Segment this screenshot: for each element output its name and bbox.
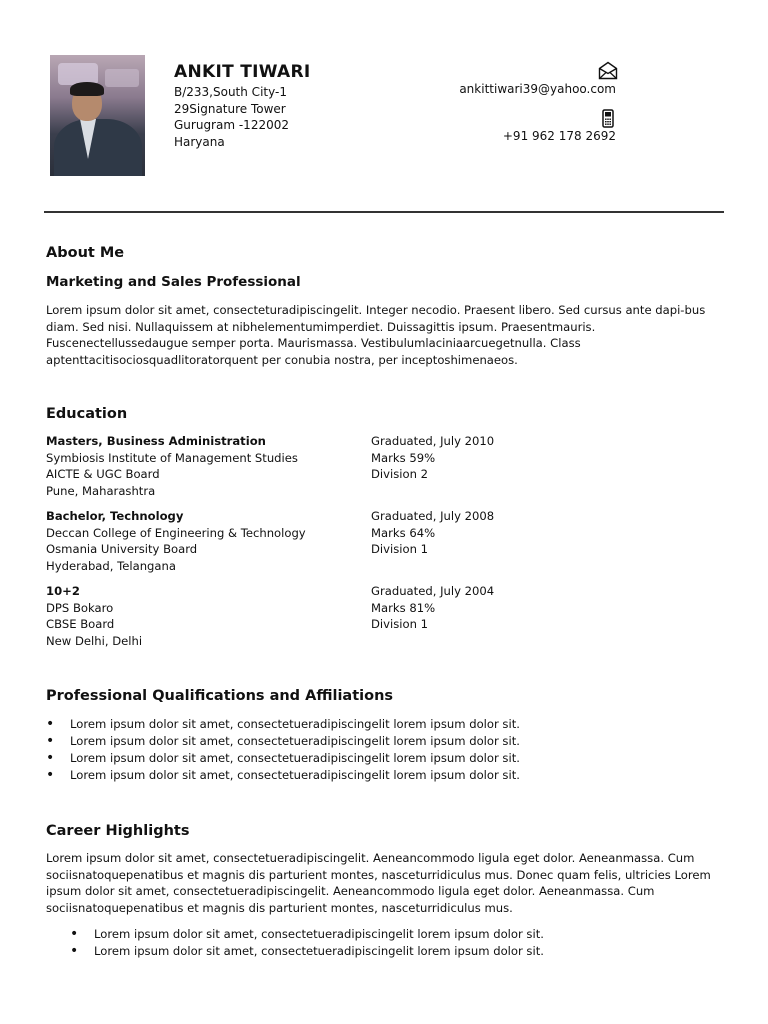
institute: Deccan College of Engineering & Technology	[46, 525, 306, 540]
paragraph-line: ipsum dolor sit amet, consectetueradipiscingelit. Aeneancommodo ligula eget dolor. Aeneanmassa. Cum	[46, 884, 655, 898]
degree: 10+2	[46, 584, 80, 598]
address-line: 29Signature Tower	[174, 101, 286, 116]
career-highlights-list	[70, 926, 544, 960]
list-item: • Lorem ipsum dolor sit amet, consectetueradipiscingelit lorem ipsum dolor sit.	[46, 716, 520, 733]
degree: Masters, Business Administration	[46, 434, 266, 448]
phone-number[interactable]: +91 962 178 2692	[502, 129, 616, 143]
header-divider	[44, 211, 724, 213]
list-item: • Lorem ipsum dolor sit amet, consectetueradipiscingelit lorem ipsum dolor sit.	[46, 733, 520, 750]
marks: Marks 59%	[371, 450, 436, 465]
email-address[interactable]: ankittiwari39@yahoo.com	[459, 82, 616, 96]
graduation-date: Graduated, July 2004	[371, 584, 495, 598]
address-line: Gurugram -122002	[174, 118, 289, 132]
address-block	[174, 84, 289, 150]
board: CBSE Board	[46, 617, 115, 631]
degree: Bachelor, Technology	[46, 509, 184, 523]
marks: Marks 81%	[371, 600, 436, 615]
location: Hyderabad, Telangana	[46, 558, 176, 573]
qualifications-heading: Professional Qualifications and Affiliations	[46, 688, 394, 704]
paragraph-line: sociisnatoquepenatibus et magnis dis parturient montes, nasceturridiculus mus.	[46, 900, 513, 915]
education-heading: Education	[46, 406, 128, 422]
graduation-date: Graduated, July 2010	[371, 434, 495, 448]
candidate-name: ANKIT TIWARI	[174, 62, 311, 82]
paragraph-line: Fuscenectellussedaugue semper porta. Maurismassa. Vestibulumlaciniaarcuegetnulla. Class	[46, 336, 581, 350]
list-item: • Lorem ipsum dolor sit amet, consectetueradipiscingelit lorem ipsum dolor sit.	[46, 767, 520, 784]
about-paragraph	[46, 302, 716, 368]
address-line: B/233,South City-1	[174, 85, 287, 99]
qualifications-list	[46, 716, 520, 784]
career-paragraph	[46, 850, 716, 916]
paragraph-line: sociisnatoquepenatibus et magnis dis parturient montes, nasceturridiculus mus. Donec quam felis, ultricies Lorem	[46, 867, 711, 882]
marks: Marks 64%	[371, 525, 436, 540]
board: Osmania University Board	[46, 542, 198, 556]
board: AICTE & UGC Board	[46, 467, 160, 481]
paragraph-line: Lorem ipsum dolor sit amet, consecteturadipiscingelit. Integer necodio. Praesent libero. Sed cursus ante dapi-bus	[46, 303, 706, 317]
about-subheading: Marketing and Sales Professional	[46, 274, 301, 290]
division: Division 1	[371, 617, 428, 631]
paragraph-line: aptenttacitisociosquadlitoratorquent per conubia nostra, per inceptoshimenaeos.	[46, 352, 518, 367]
division: Division 1	[371, 542, 428, 556]
paragraph-line: diam. Sed nisi. Nullaquissem at nibhelementumimperdiet. Duissagittis ipsum. Praesentmauris.	[46, 319, 596, 334]
graduation-date: Graduated, July 2008	[371, 509, 495, 523]
institute: Symbiosis Institute of Management Studies	[46, 450, 298, 465]
location: New Delhi, Delhi	[46, 633, 143, 648]
list-item: • Lorem ipsum dolor sit amet, consectetueradipiscingelit lorem ipsum dolor sit.	[70, 926, 544, 943]
career-heading: Career Highlights	[46, 823, 190, 839]
mobile-phone-icon	[600, 109, 616, 128]
paragraph-line: Lorem ipsum dolor sit amet, consectetueradipiscingelit. Aeneancommodo ligula eget dolor. Aeneanmassa. Cum	[46, 851, 695, 865]
profile-photo	[50, 55, 145, 176]
list-item: • Lorem ipsum dolor sit amet, consectetueradipiscingelit lorem ipsum dolor sit.	[46, 750, 520, 767]
institute: DPS Bokaro	[46, 600, 114, 615]
list-item: • Lorem ipsum dolor sit amet, consectetueradipiscingelit lorem ipsum dolor sit.	[70, 943, 544, 960]
about-heading: About Me	[46, 245, 125, 261]
envelope-icon	[598, 61, 618, 80]
location: Pune, Maharashtra	[46, 483, 156, 498]
address-line: Haryana	[174, 134, 225, 149]
division: Division 2	[371, 467, 428, 481]
